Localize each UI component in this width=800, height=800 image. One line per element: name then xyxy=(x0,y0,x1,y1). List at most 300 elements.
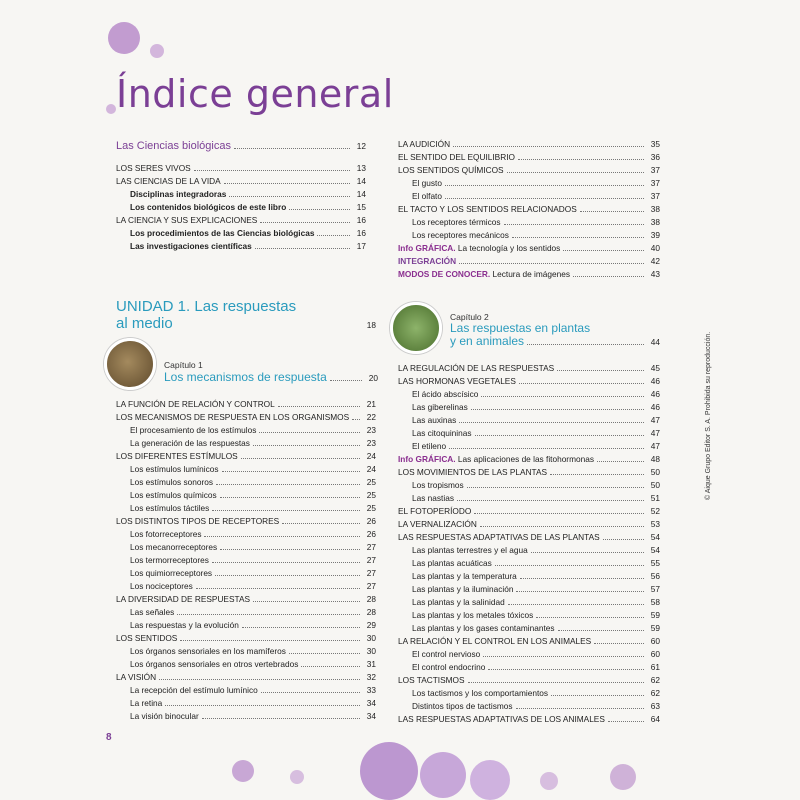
toc-leader-dots xyxy=(241,458,360,459)
chapter2-photo xyxy=(390,302,442,354)
toc-entry-page: 47 xyxy=(650,428,660,438)
toc-entry[interactable] xyxy=(398,190,660,203)
toc-entry[interactable] xyxy=(398,544,660,557)
toc-entry-label: Los órganos sensoriales en otros vertebrados xyxy=(130,659,299,669)
decorative-circle xyxy=(108,22,140,54)
toc-entry-label: LOS SERES VIVOS xyxy=(116,163,191,173)
toc-entry-page: 61 xyxy=(650,662,660,672)
copyright-note xyxy=(695,300,712,500)
toc-leader-dots xyxy=(253,445,360,446)
toc-leader-dots xyxy=(550,474,644,475)
toc-entry-label: LAS RESPUESTAS ADAPTATIVAS DE LAS PLANTAS xyxy=(398,532,600,542)
decorative-circle xyxy=(610,764,636,790)
toc-right-top xyxy=(398,138,660,281)
toc-entry-page: 40 xyxy=(650,243,660,253)
toc-entry-page: 16 xyxy=(356,228,366,238)
toc-entry[interactable] xyxy=(116,437,376,450)
toc-leader-dots xyxy=(608,721,644,722)
toc-leader-dots xyxy=(520,578,644,579)
toc-entry-page: 24 xyxy=(366,451,376,461)
toc-entry-label: Los receptores térmicos xyxy=(412,217,501,227)
toc-entry-page: 62 xyxy=(650,675,660,685)
toc-entry-label: EL FOTOPERÍODO xyxy=(398,506,472,516)
toc-entry-page: 23 xyxy=(366,438,376,448)
toc-entry[interactable] xyxy=(398,203,660,216)
toc-entry-label: Los tropismos xyxy=(412,480,464,490)
chapter2-title-line2: y en animales xyxy=(450,334,525,348)
unit-title-line1: UNIDAD 1. Las respuestas xyxy=(116,298,297,315)
toc-entry[interactable] xyxy=(398,635,660,648)
toc-entry-label: Los procedimientos de las Ciencias biológicas xyxy=(130,228,315,238)
toc-entry-label: Los quimiorreceptores xyxy=(130,568,213,578)
toc-entry-label: Los estímulos táctiles xyxy=(130,503,210,513)
toc-entry[interactable] xyxy=(116,140,366,153)
toc-entry-label: Las plantas y la temperatura xyxy=(412,571,517,581)
toc-entry-page: 38 xyxy=(650,217,660,227)
toc-entry-label: Los fotorreceptores xyxy=(130,529,202,539)
toc-entry-label: La retina xyxy=(130,698,163,708)
toc-entry-page: 27 xyxy=(366,542,376,552)
toc-entry-page: 55 xyxy=(650,558,660,568)
toc-entry[interactable] xyxy=(398,414,660,427)
toc-leader-dots xyxy=(159,679,360,680)
toc-leader-dots xyxy=(468,682,644,683)
toc-entry[interactable] xyxy=(398,609,660,622)
toc-leader-dots xyxy=(551,695,644,696)
toc-leader-dots xyxy=(259,432,360,433)
toc-entry-page: 63 xyxy=(650,701,660,711)
toc-entry[interactable] xyxy=(398,375,660,388)
toc-entry-label: Las plantas terrestres y el agua xyxy=(412,545,528,555)
toc-entry-label: LOS DISTINTOS TIPOS DE RECEPTORES xyxy=(116,516,280,526)
toc-entry-page: 50 xyxy=(650,480,660,490)
toc-entry-label: LA FUNCIÓN DE RELACIÓN Y CONTROL xyxy=(116,399,275,409)
toc-entry-label: El olfato xyxy=(412,191,442,201)
toc-entry[interactable] xyxy=(116,684,376,697)
toc-entry-label: Los termorreceptores xyxy=(130,555,209,565)
toc-leader-dots xyxy=(445,198,644,199)
toc-entry-page: 59 xyxy=(650,623,660,633)
toc-entry-label: Los estímulos químicos xyxy=(130,490,217,500)
toc-leader-dots xyxy=(202,718,360,719)
toc-entry-page: 28 xyxy=(366,594,376,604)
toc-entry-page: 32 xyxy=(366,672,376,682)
toc-leader-dots xyxy=(504,224,644,225)
toc-entry-page: 52 xyxy=(650,506,660,516)
toc-leader-dots xyxy=(536,617,644,618)
toc-entry[interactable] xyxy=(116,606,376,619)
toc-leader-dots xyxy=(449,448,644,449)
toc-entry-page: 60 xyxy=(650,649,660,659)
toc-entry-page: 30 xyxy=(366,646,376,656)
toc-entry-label: MODOS DE CONOCER. Lectura de imágenes xyxy=(398,269,571,279)
chapter1-page: 20 xyxy=(368,373,378,383)
toc-entry-label: Los nociceptores xyxy=(130,581,193,591)
toc-entry-label: Las plantas y la iluminación xyxy=(412,584,514,594)
toc-entry[interactable] xyxy=(398,479,660,492)
chapter1-number: Capítulo 1 xyxy=(164,360,203,370)
toc-entry-label: Las giberelinas xyxy=(412,402,468,412)
toc-entry-page: 27 xyxy=(366,555,376,565)
toc-entry-label: Las plantas y la salinidad xyxy=(412,597,505,607)
toc-entry-label: Disciplinas integradoras xyxy=(130,189,227,199)
toc-leader-dots xyxy=(580,211,644,212)
toc-entry-page: 54 xyxy=(650,545,660,555)
toc-entry-label: Las Ciencias biológicas xyxy=(116,140,231,152)
toc-entry-label: Info GRÁFICA. La tecnología y los sentidos xyxy=(398,243,561,253)
toc-leader-dots xyxy=(222,471,360,472)
toc-entry[interactable] xyxy=(398,596,660,609)
decorative-circle xyxy=(420,752,466,798)
toc-entry-label: EL TACTO Y LOS SENTIDOS RELACIONADOS xyxy=(398,204,577,214)
toc-entry-label: INTEGRACIÓN xyxy=(398,256,457,266)
toc-entry-label: LAS HORMONAS VEGETALES xyxy=(398,376,516,386)
toc-entry[interactable] xyxy=(116,671,376,684)
toc-entry-label: Los receptores mecánicos xyxy=(412,230,509,240)
toc-entry[interactable] xyxy=(116,201,366,214)
toc-leader-dots xyxy=(352,419,360,420)
toc-entry[interactable] xyxy=(398,362,660,375)
toc-entry[interactable] xyxy=(398,505,660,518)
toc-entry[interactable] xyxy=(116,502,376,515)
toc-entry-label: Las citoquininas xyxy=(412,428,472,438)
toc-entry[interactable] xyxy=(398,138,660,151)
toc-entry-label: Los contenidos biológicos de este libro xyxy=(130,202,287,212)
toc-entry-page: 15 xyxy=(356,202,366,212)
toc-entry[interactable] xyxy=(398,440,660,453)
toc-entry[interactable] xyxy=(116,463,376,476)
toc-entry-page: 36 xyxy=(650,152,660,162)
toc-entry-page: 14 xyxy=(356,189,366,199)
toc-entry-label: LA VISIÓN xyxy=(116,672,157,682)
toc-leader-dots xyxy=(282,523,360,524)
toc-leader-dots xyxy=(180,640,360,641)
toc-entry-page: 31 xyxy=(366,659,376,669)
toc-entry-label: La generación de las respuestas xyxy=(130,438,250,448)
toc-leader-dots xyxy=(212,562,360,563)
toc-entry-page: 33 xyxy=(366,685,376,695)
chapter1-title: Los mecanismos de respuesta xyxy=(164,370,327,384)
toc-entry-page: 47 xyxy=(650,441,660,451)
toc-entry[interactable] xyxy=(398,164,660,177)
toc-leader-dots xyxy=(475,435,644,436)
toc-leader-dots xyxy=(519,383,644,384)
toc-leader-dots xyxy=(597,461,644,462)
toc-entry-label: La visión binocular xyxy=(130,711,199,721)
toc-entry[interactable] xyxy=(116,398,376,411)
toc-entry-page: 25 xyxy=(366,503,376,513)
toc-leader-dots xyxy=(220,549,360,550)
toc-leader-dots xyxy=(196,588,360,589)
toc-entry[interactable] xyxy=(116,658,376,671)
toc-entry-label: LOS MECANISMOS DE RESPUESTA EN LOS ORGANISMOS xyxy=(116,412,350,422)
toc-leader-dots xyxy=(471,409,644,410)
toc-leader-dots xyxy=(481,396,644,397)
toc-entry-page: 37 xyxy=(650,165,660,175)
toc-entry-label: LAS RESPUESTAS ADAPTATIVAS DE LOS ANIMALES xyxy=(398,714,605,724)
toc-entry-page: 34 xyxy=(366,711,376,721)
toc-entry-page: 51 xyxy=(650,493,660,503)
toc-entry-label: El etileno xyxy=(412,441,447,451)
toc-leader-dots xyxy=(289,653,360,654)
toc-entry[interactable] xyxy=(398,713,660,726)
toc-entry-page: 64 xyxy=(650,714,660,724)
toc-entry-label: LA RELACIÓN Y EL CONTROL EN LOS ANIMALES xyxy=(398,636,592,646)
toc-entry-page: 26 xyxy=(366,516,376,526)
toc-entry[interactable] xyxy=(398,216,660,229)
toc-entry-label: Info GRÁFICA. Las aplicaciones de las fitohormonas xyxy=(398,454,594,464)
toc-entry-page: 25 xyxy=(366,477,376,487)
toc-entry[interactable] xyxy=(398,268,660,281)
toc-leader-dots xyxy=(512,237,644,238)
toc-entry-label: LA VERNALIZACIÓN xyxy=(398,519,477,529)
toc-entry[interactable] xyxy=(116,580,376,593)
toc-entry-tag: Info GRÁFICA. xyxy=(398,454,456,464)
toc-entry[interactable] xyxy=(116,632,376,645)
toc-entry-page: 24 xyxy=(366,464,376,474)
toc-entry[interactable] xyxy=(398,177,660,190)
toc-entry[interactable] xyxy=(398,388,660,401)
toc-leader-dots xyxy=(558,630,644,631)
toc-entry[interactable] xyxy=(398,622,660,635)
toc-entry-page: 37 xyxy=(650,178,660,188)
page-title: Índice general xyxy=(116,72,394,116)
toc-entry[interactable] xyxy=(398,492,660,505)
toc-leader-dots xyxy=(242,627,360,628)
chapter2-title-line1: Las respuestas en plantas xyxy=(450,321,591,335)
toc-entry[interactable] xyxy=(116,619,376,632)
toc-entry-label: El control nervioso xyxy=(412,649,481,659)
toc-leader-dots xyxy=(289,209,350,210)
toc-entry-label: Las investigaciones científicas xyxy=(130,241,252,251)
toc-entry[interactable] xyxy=(116,554,376,567)
chapter1-header xyxy=(104,338,380,390)
toc-entry[interactable] xyxy=(398,518,660,531)
toc-leader-dots xyxy=(204,536,360,537)
toc-leader-dots xyxy=(229,196,350,197)
toc-leader-dots xyxy=(261,692,360,693)
toc-leader-dots xyxy=(177,614,360,615)
toc-leader-dots xyxy=(573,276,644,277)
unit-page: 18 xyxy=(366,320,376,330)
toc-leader-dots xyxy=(518,159,644,160)
toc-entry[interactable] xyxy=(398,583,660,596)
page-number: 8 xyxy=(106,732,112,743)
toc-leader-dots xyxy=(594,643,644,644)
toc-leader-dots xyxy=(453,146,644,147)
decorative-circle xyxy=(360,742,418,800)
toc-entry-label: El procesamiento de los estímulos xyxy=(130,425,257,435)
toc-leader-dots xyxy=(216,484,360,485)
toc-entry[interactable] xyxy=(398,427,660,440)
toc-entry[interactable] xyxy=(398,648,660,661)
toc-entry-label: Las nastias xyxy=(412,493,454,503)
toc-entry-page: 57 xyxy=(650,584,660,594)
toc-entry[interactable] xyxy=(116,450,376,463)
toc-entry[interactable] xyxy=(116,567,376,580)
toc-entry[interactable] xyxy=(398,453,660,466)
toc-entry-page: 46 xyxy=(650,389,660,399)
toc-entry-page: 62 xyxy=(650,688,660,698)
decorative-circle xyxy=(106,104,116,114)
toc-leader-dots xyxy=(165,705,360,706)
toc-entry-page: 38 xyxy=(650,204,660,214)
toc-entry-label: Los mecanorreceptores xyxy=(130,542,218,552)
toc-entry[interactable] xyxy=(116,411,376,424)
toc-entry-label: LOS MOVIMIENTOS DE LAS PLANTAS xyxy=(398,467,548,477)
toc-leader-dots xyxy=(255,248,350,249)
toc-leader-dots xyxy=(488,669,644,670)
toc-leader-dots xyxy=(467,487,644,488)
toc-entry[interactable] xyxy=(116,528,376,541)
toc-entry-tag: Info GRÁFICA. xyxy=(398,243,456,253)
toc-entry-page: 34 xyxy=(366,698,376,708)
chapter2-page: 44 xyxy=(650,337,660,347)
toc-entry-label: LA CIENCIA Y SUS EXPLICACIONES xyxy=(116,215,258,225)
toc-entry-label: Los estímulos sonoros xyxy=(130,477,214,487)
toc-entry-label: LOS SENTIDOS xyxy=(116,633,178,643)
toc-leader-dots xyxy=(194,170,350,171)
toc-entry-label: Las plantas acuáticas xyxy=(412,558,492,568)
toc-entry-page: 25 xyxy=(366,490,376,500)
toc-entry[interactable] xyxy=(398,661,660,674)
toc-entry-label: Los órganos sensoriales en los mamíferos xyxy=(130,646,286,656)
toc-leader-dots xyxy=(495,565,644,566)
toc-leader-dots xyxy=(224,183,350,184)
toc-entry-label: Las respuestas y la evolución xyxy=(130,620,239,630)
toc-leader-dots xyxy=(278,406,360,407)
toc-leader-dots xyxy=(234,148,350,149)
toc-leader-dots xyxy=(531,552,644,553)
toc-entry-label: LOS SENTIDOS QUÍMICOS xyxy=(398,165,504,175)
toc-entry-tag: MODOS DE CONOCER. xyxy=(398,269,491,279)
toc-leader-dots xyxy=(215,575,360,576)
toc-leader-dots xyxy=(508,604,644,605)
toc-entry-page: 37 xyxy=(650,191,660,201)
toc-entry[interactable] xyxy=(116,645,376,658)
chapter2-header xyxy=(390,302,662,352)
toc-entry[interactable] xyxy=(398,687,660,700)
toc-entry[interactable] xyxy=(116,188,366,201)
toc-entry-page: 27 xyxy=(366,568,376,578)
toc-entry[interactable] xyxy=(116,476,376,489)
decorative-circle xyxy=(470,760,510,800)
toc-entry[interactable] xyxy=(116,541,376,554)
toc-entry[interactable] xyxy=(398,242,660,255)
toc-entry-label: La recepción del estímulo lumínico xyxy=(130,685,258,695)
toc-entry[interactable] xyxy=(398,531,660,544)
toc-entry[interactable] xyxy=(398,255,660,268)
toc-leader-dots xyxy=(457,500,644,501)
toc-entry[interactable] xyxy=(116,710,376,723)
toc-entry-page: 47 xyxy=(650,415,660,425)
toc-entry[interactable] xyxy=(116,515,376,528)
toc-entry-page: 23 xyxy=(366,425,376,435)
toc-entry[interactable] xyxy=(116,593,376,606)
toc-entry-label: Distintos tipos de tactismos xyxy=(412,701,513,711)
toc-leader-dots xyxy=(212,510,360,511)
toc-entry-page: 17 xyxy=(356,241,366,251)
toc-leader-dots xyxy=(480,526,644,527)
toc-entry-page: 46 xyxy=(650,376,660,386)
toc-entry[interactable] xyxy=(398,401,660,414)
toc-entry-page: 22 xyxy=(366,412,376,422)
toc-entry-page: 21 xyxy=(366,399,376,409)
copyright-text: © Aique Grupo Editor S. A. Prohibida su reproducción. xyxy=(705,331,712,500)
toc-entry-page: 29 xyxy=(366,620,376,630)
chapter1-photo xyxy=(104,338,156,390)
toc-entry-page: 16 xyxy=(356,215,366,225)
toc-leader-dots xyxy=(516,591,644,592)
toc-entry-page: 13 xyxy=(356,163,366,173)
toc-entry[interactable] xyxy=(116,227,366,240)
toc-leader-dots xyxy=(603,539,644,540)
toc-entry[interactable] xyxy=(116,162,366,175)
toc-entry-label: LA REGULACIÓN DE LAS RESPUESTAS xyxy=(398,363,555,373)
toc-leader-dots xyxy=(516,708,644,709)
toc-entry-page: 46 xyxy=(650,402,660,412)
unit-heading xyxy=(116,298,376,334)
toc-entry-label: EL SENTIDO DEL EQUILIBRIO xyxy=(398,152,515,162)
toc-entry[interactable] xyxy=(398,229,660,242)
toc-entry-page: 45 xyxy=(650,363,660,373)
toc-entry[interactable] xyxy=(116,240,366,253)
toc-entry-label: LOS TACTISMOS xyxy=(398,675,465,685)
toc-entry-page: 48 xyxy=(650,454,660,464)
toc-entry-page: 53 xyxy=(650,519,660,529)
toc-entry-label: Las plantas y los gases contaminantes xyxy=(412,623,555,633)
toc-entry-page: 56 xyxy=(650,571,660,581)
toc-leader-dots xyxy=(301,666,360,667)
toc-leader-dots xyxy=(459,422,644,423)
toc-entry-label: El ácido abscísico xyxy=(412,389,479,399)
toc-entry[interactable] xyxy=(116,424,376,437)
toc-entry-label: Las plantas y los metales tóxicos xyxy=(412,610,534,620)
toc-entry-page: 60 xyxy=(650,636,660,646)
toc-entry-label: LAS CIENCIAS DE LA VIDA xyxy=(116,176,221,186)
toc-leader-dots xyxy=(220,497,360,498)
toc-entry[interactable] xyxy=(398,570,660,583)
decorative-circle xyxy=(150,44,164,58)
toc-entry-page: 14 xyxy=(356,176,366,186)
toc-leader-dots xyxy=(317,235,350,236)
toc-entry-page: 50 xyxy=(650,467,660,477)
toc-entry-label: Las auxinas xyxy=(412,415,457,425)
toc-entry-page: 58 xyxy=(650,597,660,607)
toc-leader-dots xyxy=(474,513,644,514)
toc-left-chapter1 xyxy=(116,398,376,723)
toc-left-top xyxy=(116,140,366,253)
toc-leader-dots xyxy=(557,370,644,371)
toc-entry[interactable] xyxy=(398,674,660,687)
toc-entry-label: El gusto xyxy=(412,178,442,188)
toc-entry[interactable] xyxy=(116,697,376,710)
unit-title-line2: al medio xyxy=(116,315,173,332)
toc-entry-page: 54 xyxy=(650,532,660,542)
toc-entry[interactable] xyxy=(398,557,660,570)
toc-leader-dots xyxy=(483,656,644,657)
toc-leader-dots xyxy=(459,263,644,264)
toc-entry-label: LOS DIFERENTES ESTÍMULOS xyxy=(116,451,238,461)
toc-entry[interactable] xyxy=(116,214,366,227)
toc-entry[interactable] xyxy=(398,466,660,479)
toc-entry[interactable] xyxy=(116,489,376,502)
toc-entry[interactable] xyxy=(116,175,366,188)
decorative-circle xyxy=(290,770,304,784)
toc-entry[interactable] xyxy=(398,700,660,713)
toc-entry[interactable] xyxy=(398,151,660,164)
toc-entry-page: 26 xyxy=(366,529,376,539)
